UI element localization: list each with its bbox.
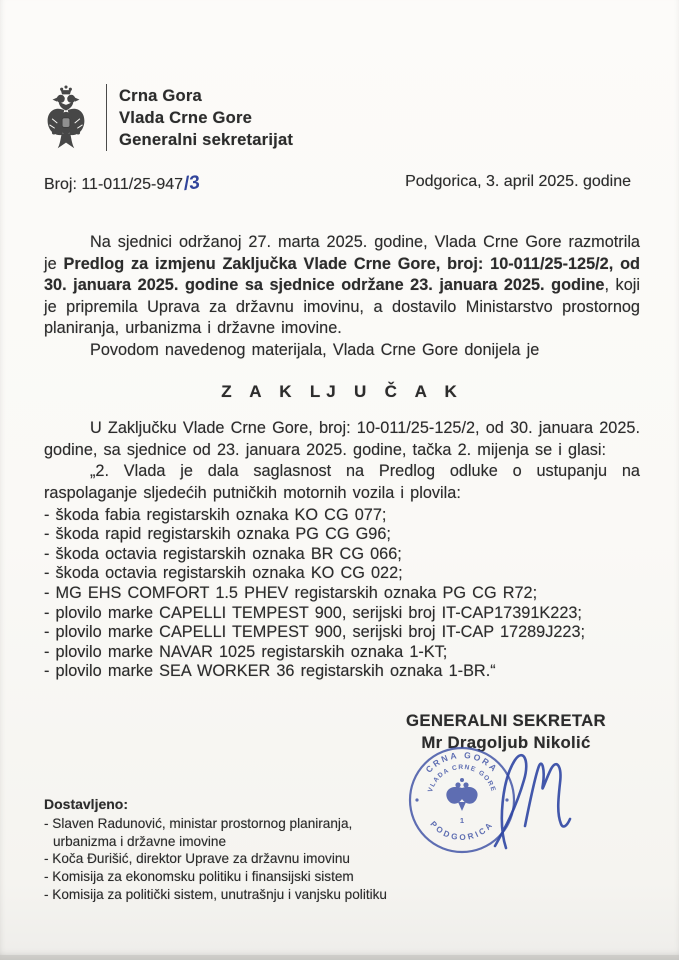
reference-number-handwritten-suffix: /3: [184, 172, 200, 195]
paragraph-intro-prefix: Na sjednici održanoj 27. marta 2025. godine, Vlada Crne Gore razmotrila je: [44, 233, 640, 273]
paragraph-consent: „2. Vlada je dala saglasnost na Predlog odluke o ustupanju na raspolaganje sljedećih putničkih motornih vozila i plovila:: [44, 462, 640, 502]
reference-row: [44, 173, 631, 195]
distribution-item-continuation: urbanizma i državne imovine: [53, 833, 227, 849]
list-item: - plovilo marke SEA WORKER 36 registarskih oznaka 1-BR.“: [44, 662, 496, 681]
reference-number: [44, 173, 200, 195]
paragraph-intro-bold-title: Predlog za izmjenu Zaključka Vlade Crne Gore, broj: 10-011/25-125/2, od 30. januara 2025. godine sa sjednice održane 23. januara 2025. godine: [44, 254, 641, 295]
distribution-label: Dostavljeno:: [44, 796, 129, 812]
org-government: Vlada Crne Gore: [119, 108, 253, 127]
org-country: Crna Gora: [119, 86, 202, 105]
distribution-block: [44, 796, 387, 904]
paragraph-povodom: Povodom navedenog materijala, Vlada Crne Gore donijela je: [90, 340, 540, 359]
montenegro-coat-of-arms-icon: [44, 84, 88, 150]
list-item: - škoda fabia registarskih oznaka KO CG 077;: [44, 505, 387, 524]
letterhead-divider: [106, 84, 107, 151]
handwritten-signature: [495, 755, 570, 848]
stamp-bottom-text: PODGORICA: [428, 819, 496, 843]
stamp-ring-inner-text: VLADA CRNE GORE: [427, 763, 497, 794]
distribution-item: - Komisija za politički sistem, unutrašnju i vanjsku politiku: [44, 886, 387, 902]
list-item: - škoda rapid registarskih oznaka PG CG G96;: [44, 525, 391, 544]
distribution-item: - Komisija za ekonomsku politiku i finansijski sistem: [44, 869, 354, 885]
letterhead-org-block: [119, 84, 293, 151]
paragraph-intro: [44, 232, 640, 340]
official-stamp-and-signature: [392, 728, 632, 878]
signatory-name: Mr Dragoljub Nikolić: [421, 733, 591, 752]
stamp-ring-outer-text: CRNA GORA: [423, 749, 501, 775]
signatory-title: GENERALNI SEKRETAR: [406, 711, 606, 730]
list-item: - MG EHS COMFORT 1.5 PHEV registarskih oznaka PG CG R72;: [44, 583, 538, 602]
vehicle-vessel-list: [44, 506, 640, 682]
stamp-number: 1: [459, 816, 465, 825]
distribution-item: - Koča Đurišić, direktor Uprave za državnu imovinu: [44, 851, 350, 867]
place-and-date: Podgorica, 3. april 2025. godine: [405, 173, 631, 190]
letterhead: [44, 84, 293, 151]
reference-number-printed: Broj: 11-011/25-947: [44, 176, 184, 193]
list-item: - plovilo marke CAPELLI TEMPEST 900, serijski broj IT-CAP17391K223;: [44, 603, 582, 622]
paragraph-amendment: U Zaključku Vlade Crne Gore, broj: 10-011/25-125/2, od 30. januara 2025. godine, sa sjednice od 23. januara 2025. godine, tačka 2. mijenja se i glasi:: [44, 419, 640, 459]
list-item: - plovilo marke NAVAR 1025 registarskih oznaka 1-KT;: [44, 642, 448, 661]
paragraph-intro-suffix: , koji je pripremila Uprava za državnu imovinu, a dostavilo Ministarstvo prostornog planiranja, urbanizma i državne imovine.: [44, 276, 640, 338]
distribution-item: - Slaven Radunović, ministar prostornog planiranja,: [44, 815, 353, 831]
document-title-zakljucak: Z A K LJ U Č A K: [221, 381, 463, 401]
list-item: - škoda octavia registarskih oznaka BR CG 066;: [44, 544, 402, 563]
list-item: - plovilo marke CAPELLI TEMPEST 900, serijski broj IT-CAP 17289J223;: [44, 623, 586, 642]
document-body: [44, 232, 640, 682]
org-secretariat: Generalni sekretarijat: [119, 130, 294, 149]
stamp-center-eagle-icon: [446, 778, 477, 811]
list-item: - škoda octavia registarskih oznaka KO CG 022;: [44, 564, 403, 583]
scan-edge-artifact: [0, 955, 679, 960]
